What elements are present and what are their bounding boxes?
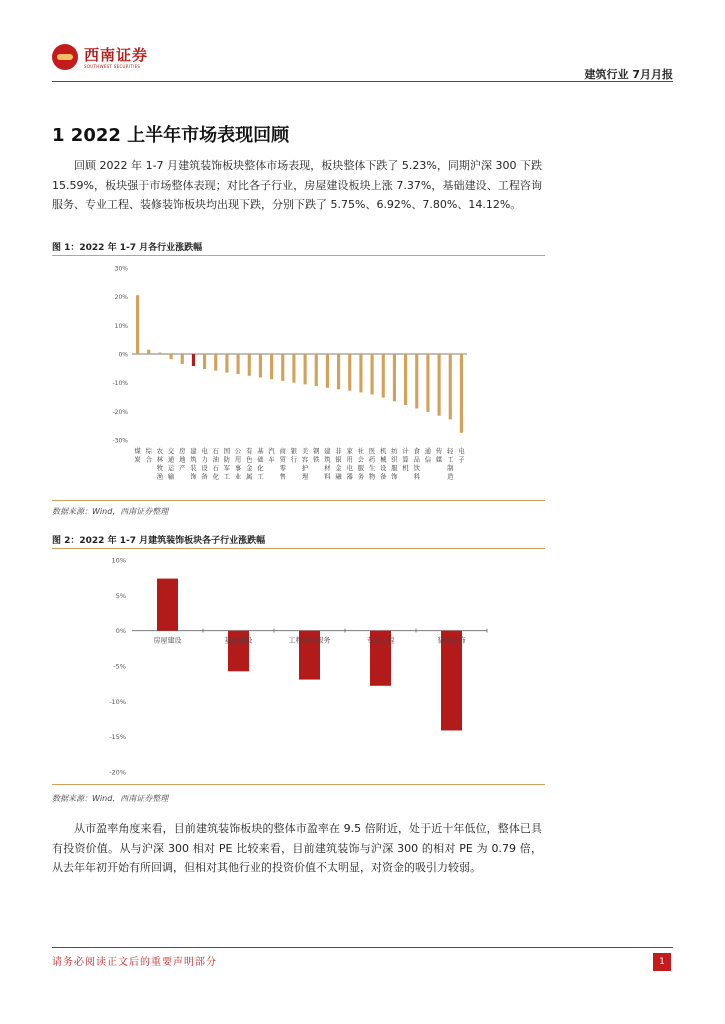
chart2-category-label: 装修装饰 [437,636,466,645]
chart1-bar [426,354,429,412]
chart1-category-label: 综合 [145,448,152,464]
page-number: 1 [653,953,671,971]
chart2-y-tick-label: 0% [115,627,126,636]
figure1-bottom-rule [52,500,545,501]
chart1-category-label: 传媒 [435,448,443,464]
chart1-bar [147,350,150,354]
figure1-top-rule [52,255,545,256]
chart1-category-label: 纺织服饰 [391,448,398,481]
chart1-category-label: 钢铁 [313,448,320,464]
chart1-bar [270,354,273,379]
chart1-bar [237,354,240,374]
chart1-bar [192,354,195,366]
chart2-bar [441,631,462,731]
logo-emblem-icon [52,44,78,70]
chart1-category-label: 医药生物 [368,448,376,481]
chart1-bar [337,354,340,389]
logo-subtext: SOUTHWEST SECURITIES [84,64,141,69]
chart2-category-label: 房屋建设 [153,636,182,645]
figure2-top-rule [52,548,545,549]
chart1-category-label: 建筑材料 [324,448,331,481]
chart1-bar [359,354,362,392]
chart1-y-tick-label: 0% [118,351,128,359]
chart1-category-label: 非银金融 [335,448,342,481]
chart1-bar [304,354,307,384]
chart1-bar [292,354,295,383]
chart1-category-label: 食品饮料 [413,448,420,481]
chart1-category-label: 电力设备 [201,448,208,481]
section-heading: 1 2022 上半年市场表现回顾 [52,125,290,146]
chart1-bar [214,354,217,371]
figure1-source: 数据来源：Wind，西南证券整理 [52,507,169,516]
chart1-category-label: 有色金属 [246,448,253,481]
chart1-y-tick-label: -10% [112,380,128,388]
chart2-y-tick-label: 10% [111,556,126,565]
chart1-category-label: 轻工制造 [447,448,454,481]
chart1-bar [438,354,441,416]
chart1-category-label: 房地产 [179,448,186,472]
chart1-category-label: 煤炭 [134,448,141,464]
chart1-category-label: 机械设备 [380,448,387,481]
chart1-category-label: 计算机 [402,448,409,472]
chart2-category-label: 工程咨询服务 [288,636,331,645]
chart1-bar [203,354,206,369]
chart2-category-label: 基础建设 [224,636,253,645]
header-divider [52,81,673,82]
chart1-category-label: 商贸零售 [279,448,286,481]
chart1-bar [326,354,329,388]
chart1-y-tick-label: 20% [114,294,128,302]
figure2-chart [52,552,545,782]
footer-disclaimer: 请务必阅读正文后的重要声明部分 [52,957,217,968]
chart1-bar [404,354,407,405]
figure1-title: 图 1：2022 年 1-7 月各行业涨跌幅 [52,243,203,253]
chart1-bar [170,354,173,359]
chart1-category-label: 美容护理 [301,448,309,481]
chart1-category-label: 农林牧渔 [156,448,164,481]
chart1-category-label: 银行 [290,448,298,464]
chart1-bar [248,354,251,376]
chart1-category-label: 建筑装饰 [190,448,197,481]
chart1-bar [315,354,318,386]
chart1-y-tick-label: -30% [112,437,128,445]
chart1-category-label: 社会服务 [357,448,365,481]
chart2-y-tick-label: -20% [109,768,126,777]
chart2-y-tick-label: 5% [115,591,126,600]
chart2-category-label: 专业工程 [366,636,395,645]
footer-divider [52,947,673,948]
chart1-bar [348,354,351,391]
chart1-category-label: 国防军工 [223,448,231,481]
chart1-category-label: 石油石化 [212,448,219,481]
chart1-y-tick-label: 30% [114,265,128,273]
chart1-bar [460,354,463,433]
chart2-y-tick-label: -5% [113,662,126,671]
chart1-bar [393,354,396,401]
chart1-category-label: 汽车 [268,448,275,464]
figure1-chart [52,258,545,498]
chart1-category-label: 基础化工 [257,448,264,481]
chart1-y-tick-label: 10% [114,322,128,330]
chart2-bar [157,579,178,631]
paragraph-intro: 回顾 2022 年 1-7 月建筑装饰板块整体市场表现，板块整体下跌了 5.23%，同期沪深 300 下跌 15.59%，板块强于市场整体表现；对比各子行业，房屋建设板块上涨 7.37%，基础建设、工程咨询服务、专业工程、装修装饰板块均出现下跌，分别下跌了 5.75%、6.92%、7.80%、14.12%。 [52,159,542,211]
figure2-bottom-rule [52,784,545,785]
chart1-category-label: 通信 [424,448,432,464]
chart1-category-label: 交通运输 [167,448,175,481]
chart1-bar [371,354,374,394]
chart1-category-label: 家用电器 [346,448,353,481]
brand-logo [52,42,212,76]
chart1-bar [281,354,284,381]
report-title: 建筑行业 7月月报 [584,68,673,81]
chart1-bar [259,354,262,378]
paragraph-valuation: 从市盈率角度来看，目前建筑装饰板块的整体市盈率在 9.5 倍附近，处于近十年低位，整体已具有投资价值。从与沪深 300 相对 PE 比较来看，目前建筑装饰与沪深 300 的相对 PE 为 0.79 倍，从去年年初开始有所回调，但相对其他行业的投资价值不太明显，对资金的吸引力较弱。 [52,822,542,874]
chart1-category-label: 电子 [458,448,465,464]
chart1-bar [181,354,184,364]
chart1-bar [136,295,139,354]
chart1-bar [449,354,452,419]
chart1-bar [382,354,385,398]
chart1-bar [158,353,161,354]
figure2-source: 数据来源：Wind，西南证券整理 [52,794,169,803]
chart2-y-tick-label: -10% [109,697,126,706]
chart1-y-tick-label: -20% [112,408,128,416]
logo-text: 西南证券 [84,46,149,64]
chart2-y-tick-label: -15% [109,733,126,742]
figure2-title: 图 2：2022 年 1-7 月建筑装饰板块各子行业涨跌幅 [52,536,266,546]
chart1-category-label: 公用事业 [234,448,242,481]
chart1-bar [225,354,228,373]
chart1-bar [415,354,418,408]
